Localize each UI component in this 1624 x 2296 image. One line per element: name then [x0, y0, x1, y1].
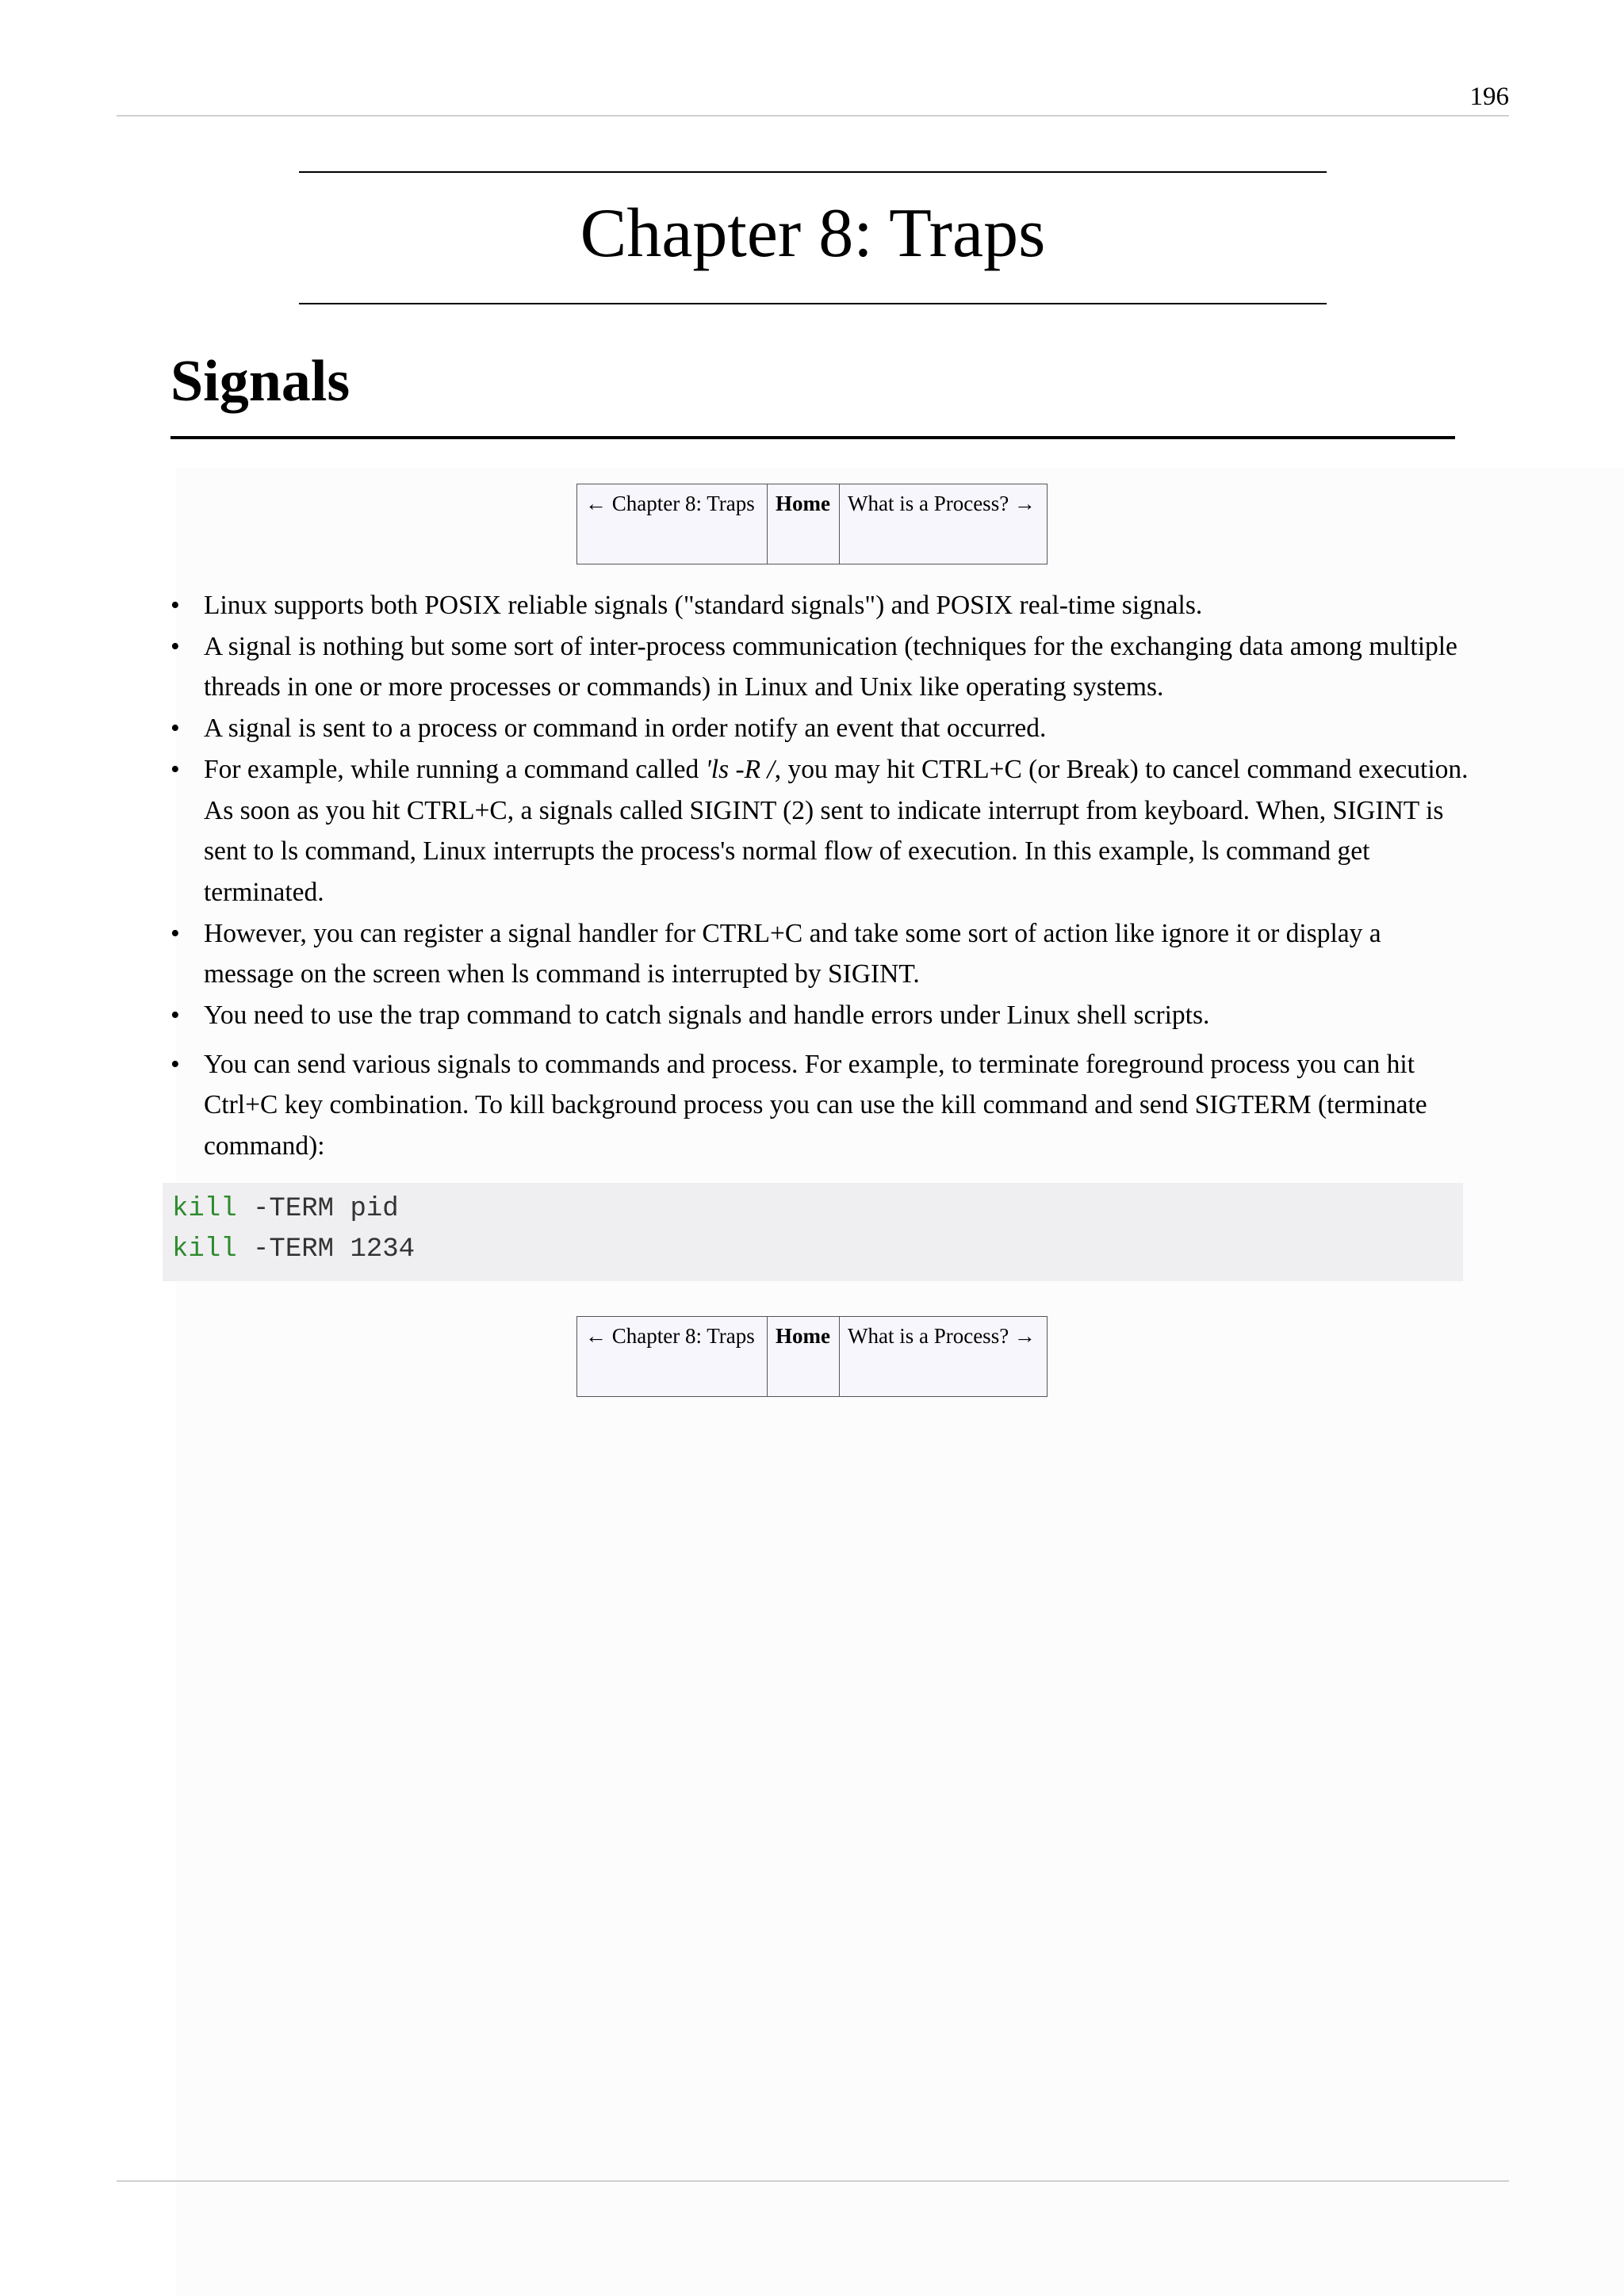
list-item	[170, 995, 1471, 1036]
header-divider	[117, 115, 1509, 117]
footer-divider	[117, 2180, 1509, 2182]
section-divider	[170, 436, 1455, 439]
bullet-text: For example, while running a command called	[204, 754, 706, 784]
nav-home-link[interactable]: Home	[768, 1317, 840, 1396]
bullet-text: A signal is sent to a process or command in order notify an event that occurred.	[204, 714, 1047, 744]
nav-home-link[interactable]: Home	[768, 484, 840, 564]
bullet-text: A signal is nothing but some sort of inter-process communication (techniques for the exchanging data among multiple threads in one or more processes or commands) in Linux and Unix like operating systems.	[204, 631, 1457, 702]
code-keyword: kill	[172, 1194, 237, 1224]
bullet-text: You can send various signals to commands and process. For example, to terminate foreground process you can hit Ctrl+C key combination. To kill background process you can use the kill command and send SIGTERM (terminate command):	[204, 1049, 1427, 1161]
code-line	[172, 1189, 1454, 1230]
code-args: -TERM 1234	[236, 1234, 416, 1265]
chapter-title: Chapter 8: Traps	[580, 195, 1046, 272]
nav-next-link[interactable]: What is a Process? →	[848, 492, 1036, 515]
bullet-text: Linux supports both POSIX reliable signals ("standard signals") and POSIX real-time signals.	[204, 591, 1203, 620]
code-args: -TERM pid	[236, 1194, 399, 1224]
top-navigation-box	[576, 484, 1048, 564]
nav-prev-link[interactable]: ← Chapter 8: Traps	[577, 484, 768, 564]
chapter-title-top-rule	[299, 171, 1327, 173]
page-number: 196	[1469, 82, 1509, 111]
section-title: Signals	[170, 349, 350, 414]
code-block	[163, 1183, 1463, 1281]
nav-next-link[interactable]: What is a Process? →	[848, 1324, 1036, 1348]
bullet-text: You need to use the trap command to catch signals and handle errors under Linux shell scripts.	[204, 1001, 1210, 1031]
code-line	[172, 1230, 1454, 1270]
list-item	[170, 1044, 1471, 1167]
list-item	[170, 913, 1471, 995]
chapter-title-bottom-rule	[299, 303, 1327, 304]
code-keyword: kill	[172, 1234, 237, 1265]
command-example: 'ls -R /	[705, 754, 775, 784]
list-item	[170, 585, 1471, 626]
nav-prev-link[interactable]: ← Chapter 8: Traps	[577, 1317, 768, 1396]
bottom-navigation-box	[576, 1316, 1048, 1397]
bullet-text: , you may hit CTRL+C (or Break) to cancel command execution. As soon as you hit CTRL+C, a signals called SIGINT (2) sent to indicate interrupt from keyboard. When, SIGINT is sent to ls command, Linux interrupts the process's normal flow of execution. In this example, ls command get terminated.	[204, 754, 1469, 907]
list-item	[170, 708, 1471, 749]
list-item	[170, 749, 1471, 913]
bullet-text: However, you can register a signal handler for CTRL+C and take some sort of action like ignore it or display a message on the screen when ls command is interrupted by SIGINT.	[204, 918, 1381, 989]
list-item	[170, 626, 1471, 708]
signals-bullet-list	[170, 585, 1471, 1167]
